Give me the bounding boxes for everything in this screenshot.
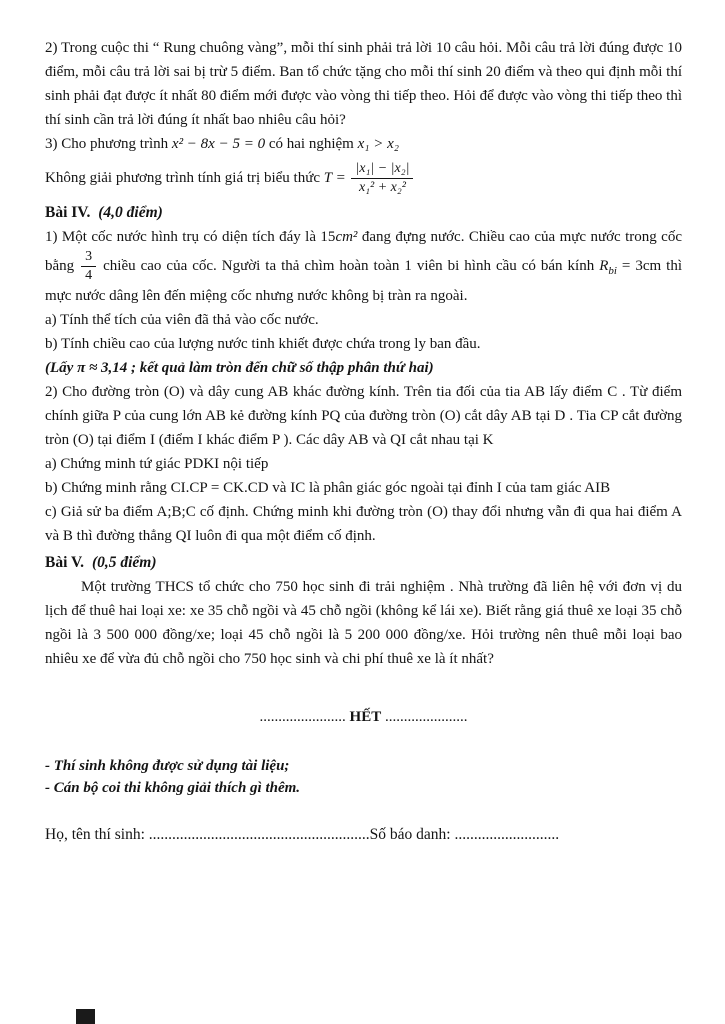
question-iv-2c: c) Giả sử ba điểm A;B;C cố định. Chứng minh khi đường tròn (O) thay đổi nhưng vẫn đi qua hai điểm A và B thì đường thẳng QI luôn đi qua một điểm cố định.	[45, 504, 682, 545]
candidate-name-label: Họ, tên thí sinh:	[45, 826, 145, 844]
question-3-middle: có hai nghiệm	[268, 136, 354, 152]
rounding-note: (Lấy π ≈ 3,14 ; kết quả làm tròn đến chữ số thập phân thứ hai)	[45, 360, 434, 377]
question-iv-2: 2) Cho đường tròn (O) và dây cung AB khác đường kính. Trên tia đối của tia AB lấy điểm C . Từ điểm chính giữa P của cung lớn AB kẻ đường kính PQ của đường tròn (O) cắt dây AB tại D . Tia CP cắt đường tròn (O) tại điểm I (điểm I khác điểm P ). Các dây AB và QI cắt nhau tại K	[45, 384, 682, 449]
question-iv-1-seg2: đang đựng nước. Chiều cao của mực nước trong cốc bằng	[45, 229, 682, 275]
fraction-three-quarters-denominator: 4	[85, 268, 93, 284]
section-v-heading	[45, 551, 682, 575]
question-3-line	[45, 132, 682, 156]
fraction-three-quarters-numerator: 3	[81, 249, 96, 267]
section-iv-title: Bài IV.	[45, 204, 91, 222]
radius-subscript: bi	[608, 265, 617, 278]
section-iv-heading	[45, 201, 682, 225]
question-iv-1-seg1: 1) Một cốc nước hình trụ có diện tích đáy là 15	[45, 229, 336, 246]
fraction-T-denominator: x₁² + x₂²	[358, 180, 406, 196]
candidate-info-line	[45, 823, 682, 847]
question-iv-1-seg3: chiều cao của cốc. Người ta thả chìm hoàn toàn 1 viên bi hình cầu có bán kính	[98, 258, 600, 275]
expression-T-symbol: T =	[323, 170, 346, 187]
question-3-prefix: 3) Cho phương trình	[45, 136, 169, 152]
question-iv-1	[45, 225, 682, 308]
question-3-equation: x² − 8x − 5 = 0	[171, 136, 266, 152]
fraction-T-numerator: |x₁| − |x₂|	[351, 161, 413, 179]
question-iv-2b: b) Chứng minh rằng CI.CP = CK.CD và IC là phân giác góc ngoài tại đỉnh I của tam giác AIB	[45, 480, 611, 497]
exam-rules-notes	[45, 755, 682, 799]
end-marker-line	[45, 705, 682, 729]
question-iv-1-unit: cm²	[335, 229, 358, 246]
question-2-text: 2) Trong cuộc thi “ Rung chuông vàng”, mỗi thí sinh phải trả lời 10 câu hỏi. Mỗi câu trả lời đúng được 10 điểm, mỗi câu trả lời sai bị trừ 5 điểm. Ban tổ chức tặng cho mỗi thí sinh 20 điểm và theo qui định mỗi thí sinh phải đạt được ít nhất 80 điểm mới được vào vòng thi tiếp theo. Hỏi để được vào vòng thi tiếp theo thì thí sinh cần trả lời đúng ít nhất bao nhiêu câu hỏi?	[45, 40, 683, 128]
section-iv-points: (4,0 điểm)	[98, 204, 163, 222]
fraction-T	[349, 161, 415, 196]
rule-note-2: - Cán bộ coi thi không giải thích gì thêm.	[45, 780, 301, 797]
section-v-title: Bài V.	[45, 554, 85, 572]
candidate-number-label: Số báo danh:	[369, 826, 451, 844]
question-iv-1a: a) Tính thể tích của viên đã thả vào cốc nước.	[45, 312, 319, 329]
question-v-text: Một trường THCS tổ chức cho 750 học sinh đi trải nghiệm . Nhà trường đã liên hệ với đơn vị du lịch để thuê hai loại xe: xe 35 chỗ ngồi và 45 chỗ ngồi (không kể lái xe). Biết rằng giá thuê xe loại 35 chỗ ngồi là 3 500 000 đồng/xe; loại 45 chỗ ngồi là 5 200 000 đồng/xe. Hỏi trường nên thuê mỗi loại bao nhiêu xe để vừa đủ chỗ ngồi cho 750 học sinh và chi phí thuê xe là ít nhất?	[45, 579, 682, 668]
question-iv-1b: b) Tính chiều cao của lượng nước tinh khiết được chứa trong ly ban đầu.	[45, 336, 481, 353]
question-3-roots: x₁ > x₂	[357, 136, 399, 152]
end-marker-dots-right: ......................	[384, 709, 468, 726]
fraction-three-quarters	[79, 249, 98, 284]
expression-T-line	[45, 161, 682, 196]
rule-note-1: - Thí sinh không được sử dụng tài liệu;	[45, 758, 290, 775]
section-v-points: (0,5 điểm)	[91, 554, 157, 572]
candidate-name-dots: .........................................................	[148, 826, 370, 844]
question-iv-2a: a) Chứng minh tứ giác PDKI nội tiếp	[45, 456, 269, 473]
candidate-number-dots: ...........................	[454, 826, 560, 844]
page-bottom-ink-mark	[76, 1009, 95, 1024]
end-marker-label: HẾT	[349, 709, 382, 726]
question-iv-1-seg4: = 3cm thì mực nước dâng lên đến miệng cốc nhưng nước không bị tràn ra ngoài.	[45, 258, 682, 305]
radius-symbol: R	[599, 258, 609, 275]
expression-T-prefix: Không giải phương trình tính giá trị biểu thức	[45, 170, 320, 187]
end-marker-dots-left: .......................	[259, 709, 346, 726]
